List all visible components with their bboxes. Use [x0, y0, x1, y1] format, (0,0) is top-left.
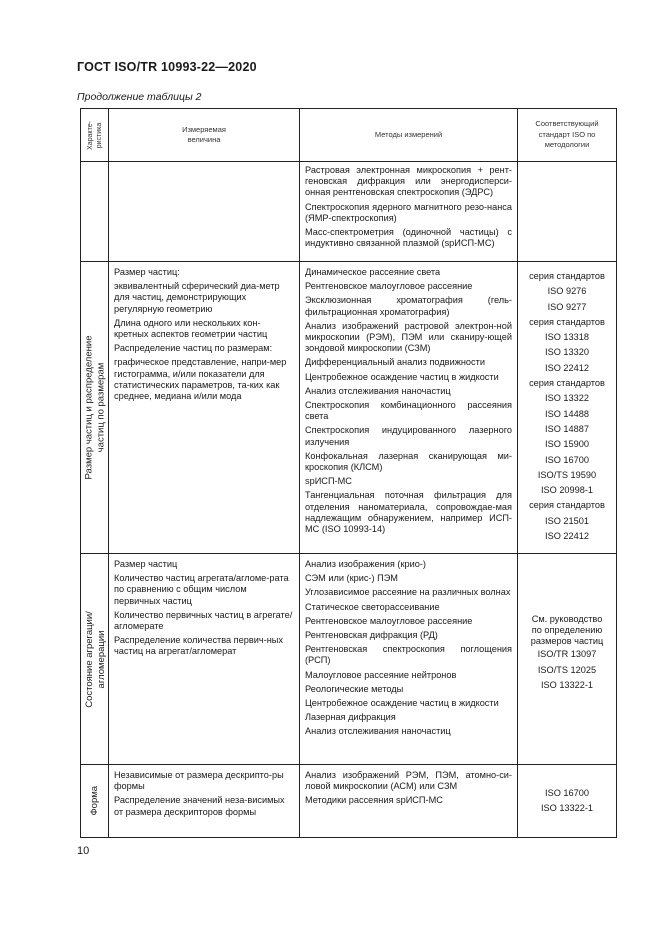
table-caption: Продолжение таблицы 2 — [77, 91, 202, 103]
standard-item: ISO 9277 — [547, 301, 587, 312]
method-item: Рентгеновская дифракция (РД) — [305, 630, 438, 641]
method-item: Эксклюзионная хроматография (гель-фильтрационная хроматография) — [305, 295, 512, 317]
method-item: Динамическое рассеяние света — [305, 267, 441, 277]
method-item: Спектроскопия ядерного магнитного резо-нанса (ЯМР-спектроскопия) — [305, 201, 512, 223]
method-item: СЭМ или (крис-) ПЭМ — [305, 573, 398, 584]
measured-item: Распределение количества первич-ных частиц на агрегат/агломерат — [114, 635, 284, 657]
measured-item: эквивалентный сферический диа-метр для частиц, демонстрирующих регулярную геометрию — [114, 281, 280, 314]
standard-item: ISO 14887 — [545, 423, 589, 434]
row-0-characteristic — [81, 162, 109, 262]
method-item: Спектроскопия комбинационного рассеяния света — [305, 400, 512, 422]
method-item: Анализ изображений РЭМ, ПЭМ, атомно-си-ловой микроскопии (АСМ) или СЗМ — [305, 770, 512, 792]
method-item: Тангенциальная поточная фильтрация для отделения наноматериала, сопровождае-мая надлежащим обнаружением, например ИСП-МС (ISO 10993-14) — [305, 490, 512, 535]
row-2-standard — [518, 554, 617, 765]
measured-item: Размер частиц: — [114, 267, 180, 277]
standard-item: ISO 15900 — [545, 439, 589, 450]
measured-item: Размер частиц — [114, 559, 178, 569]
standard-item: ISO/TS 12025 — [537, 664, 597, 675]
standard-item: ISO 13322-1 — [540, 679, 594, 690]
standard-item: ISO 22412 — [545, 531, 589, 542]
header-standard-label: Соответствующий стандарт ISO по методологии — [535, 119, 599, 150]
characteristic-label: Размер частиц и распределение частиц по размерам — [83, 335, 107, 480]
row-0-standard — [518, 162, 617, 262]
method-item: Рентгеновское малоугловое рассеяние — [305, 281, 473, 292]
measured-item: Распределение частиц по размерам: — [114, 343, 273, 354]
measured-item: Количество первичных частиц в агрегате/агломерате — [114, 609, 293, 632]
standard-item: ISO 13322-1 — [540, 803, 594, 813]
row-0-methods — [300, 162, 518, 262]
row-1-characteristic — [81, 262, 109, 554]
method-item: Методики рассеяния spИСП-МС — [305, 795, 443, 806]
method-item: Дифференциальный анализ подвижности — [305, 357, 485, 368]
characteristic-label: Состояние агрегации/ агломерации — [83, 610, 106, 708]
header-methods — [300, 109, 518, 162]
method-item: Малоугловое рассеяние нейтронов — [305, 669, 457, 680]
row-2-measured — [109, 554, 300, 765]
method-item: Центробежное осаждение частиц в жидкости — [305, 371, 499, 382]
page-number: 10 — [77, 845, 90, 857]
standard-item: ISO 21501 — [545, 515, 589, 526]
measured-item: Длина одного или нескольких кон-кретных аспектов геометрии частиц — [114, 317, 268, 340]
method-item: Рентгеновская спектроскопия поглощения (РСП) — [305, 644, 512, 666]
row-3-standard — [518, 765, 617, 838]
measured-item: Независимые от размера дескрипто-ры формы — [114, 770, 284, 792]
table-row — [81, 765, 617, 838]
standard-item: ISO/TR 13097 — [537, 649, 597, 660]
method-item: Центробежное осаждение частиц в жидкости — [305, 698, 499, 709]
method-item: Реологические методы — [305, 683, 404, 694]
method-item: Анализ изображения (крио-) — [305, 559, 426, 569]
standard-item: ISO 16700 — [545, 787, 589, 798]
method-item: Статическое светорассеивание — [305, 601, 440, 612]
row-1-methods — [300, 262, 518, 554]
row-3-characteristic — [81, 765, 109, 838]
method-item: Рентгеновское малоугловое рассеяние — [305, 615, 473, 626]
table-row — [81, 262, 617, 554]
measured-item: Количество частиц агрегата/агломе-рата по сравнению с общим числом первичных частиц — [114, 573, 289, 606]
row-2-characteristic — [81, 554, 109, 765]
method-item: Анализ отслеживания наночастиц — [305, 726, 451, 737]
header-characteristic — [81, 109, 109, 162]
header-standard — [518, 109, 617, 162]
row-2-methods — [300, 554, 518, 765]
method-item: Углозависимое рассеяние на различных волнах — [305, 587, 511, 598]
table-header-row — [81, 109, 617, 162]
methods-table — [80, 108, 617, 838]
standard-item: ISO 13320 — [545, 347, 589, 358]
table-row — [81, 554, 617, 765]
standard-item: ISO 20998-1 — [540, 485, 594, 496]
standard-item: ISO 13322 — [545, 393, 589, 404]
method-item: Масс-спектрометрия (одиночной частицы) с индуктивно связанной плазмой (spИСП-МС) — [305, 227, 512, 249]
table-row — [81, 162, 617, 262]
method-item: Конфокальная лазерная сканирующая ми-кроскопия (КЛСМ) — [305, 450, 512, 473]
document-title: ГОСТ ISO/TR 10993-22—2020 — [77, 60, 257, 74]
header-methods-label: Методы измерений — [374, 129, 443, 139]
measured-item: Распределение значений неза-висимых от размера дескрипторов формы — [114, 795, 285, 817]
row-0-measured — [109, 162, 300, 262]
method-item: Анализ изображений растровой электрон-ной микроскопии (РЭМ), ПЭМ или сканиру-ющей зондовой микроскопии (СЗМ) — [305, 320, 512, 354]
header-measured-label: Измеряемая величина — [182, 124, 226, 144]
standard-item: ISO/TS 19590 — [537, 469, 597, 480]
standard-item: серия стандартов — [529, 378, 605, 389]
row-3-methods — [300, 765, 518, 838]
header-characteristic-label: Характе- ристика — [86, 120, 102, 150]
row-1-standard — [518, 262, 617, 554]
standard-item: серия стандартов — [529, 271, 605, 281]
standard-item: ISO 16700 — [545, 454, 589, 465]
standard-item: серия стандартов — [529, 316, 605, 327]
standard-item: серия стандартов — [529, 500, 605, 511]
method-item: Спектроскопия индуцированного лазерного излучения — [305, 425, 512, 447]
measured-item: графическое представление, напри-мер гистограмма, и/или показатели для статистических параметров, та-ких как среднее, медиана и/или мода — [114, 357, 287, 402]
standard-item: ISO 22412 — [545, 362, 589, 373]
method-item: Лазерная дифракция — [305, 712, 396, 723]
standard-item: ISO 13318 — [545, 332, 589, 343]
row-1-measured — [109, 262, 300, 554]
method-item: Анализ отслеживания наночастиц — [305, 385, 451, 396]
row-3-measured — [109, 765, 300, 838]
method-item: spИСП-МС — [305, 476, 352, 487]
standard-item: См. руководство по определению размеров частиц — [530, 613, 604, 647]
method-item: Растровая электронная микроскопия + рент-геновская дифракция или энергодисперси-онная рентгеновская спектроскопия (ЭДРС) — [305, 165, 512, 198]
characteristic-label: Форма — [89, 786, 101, 816]
standard-item: ISO 14488 — [545, 408, 589, 419]
header-measured — [109, 109, 300, 162]
standard-item: ISO 9276 — [547, 286, 587, 297]
